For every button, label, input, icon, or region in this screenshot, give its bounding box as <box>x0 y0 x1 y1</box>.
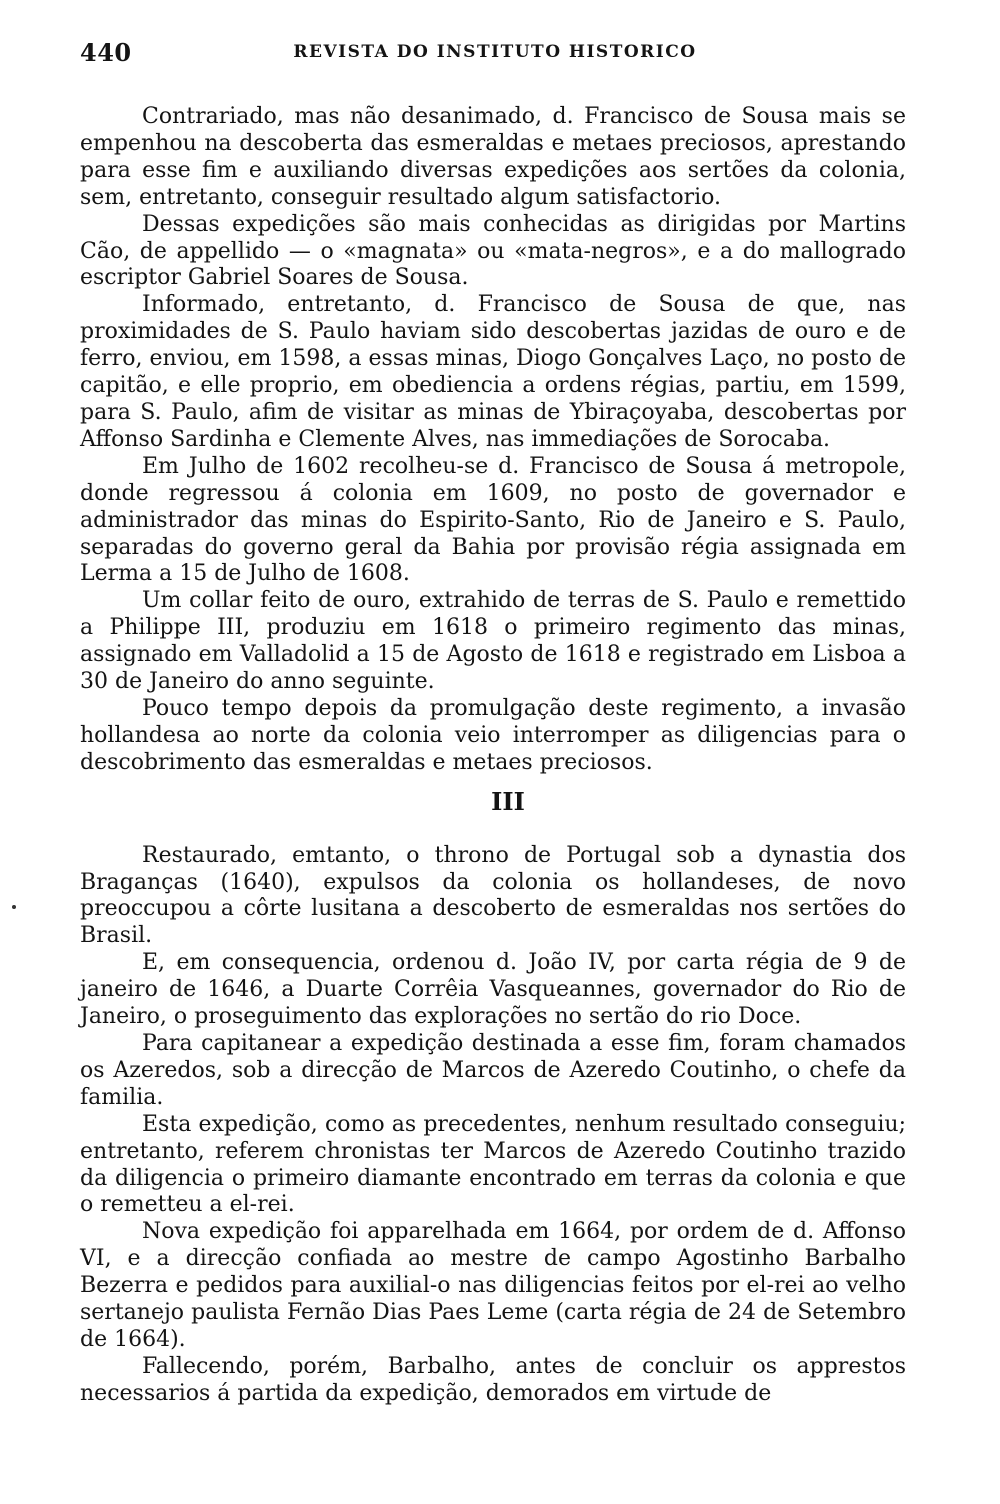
paragraph: Contrariado, mas não desanimado, d. Francisco de Sousa mais se empenhou na descoberta das esmeraldas e metaes preciosos, aprestando para esse fim e auxiliando diversas expedições aos sertões da colonia, sem, entretanto, conseguir resultado algum satisfactorio. <box>80 104 906 210</box>
page-number: 440 <box>80 38 132 67</box>
margin-speck <box>12 905 16 909</box>
paragraph: Um collar feito de ouro, extrahido de terras de S. Paulo e remettido a Philippe III, produziu em 1618 o primeiro regimento das minas, assignado em Valladolid a 15 de Agosto de 1618 e registrado em Lisboa a 30 de Janeiro do anno seguinte. <box>80 588 906 695</box>
paragraph: Para capitanear a expedição destinada a esse fim, foram chamados os Azeredos, sob a direcção de Marcos de Azeredo Coutinho, o chefe da familia. <box>80 1031 906 1110</box>
paragraph: Fallecendo, porém, Barbalho, antes de concluir os apprestos necessarios á partida da expedição, demorados em virtude de <box>80 1353 906 1406</box>
paragraph: Informado, entretanto, d. Francisco de Sousa de que, nas proximidades de S. Paulo haviam sido descobertas jazidas de ouro e de ferro, enviou, em 1598, a essas minas, Diogo Gonçalves Laço, no posto de capitão, e elle proprio, em obediencia a ordens régias, partiu, em 1599, para S. Paulo, afim de visitar as minas de Ybiraçoyaba, descobertas por Affonso Sardinha e Clemente Alves, nas immediações de Sorocaba. <box>80 292 906 452</box>
paragraph: Restaurado, emtanto, o throno de Portugal sob a dynastia dos Braganças (1640), expulsos da colonia os hollandeses, de novo preoccupou a côrte lusitana a descoberto de esmeraldas nos sertões do Brasil. <box>80 842 906 949</box>
paragraph: E, em consequencia, ordenou d. João IV, por carta régia de 9 de janeiro de 1646, a Duarte Corrêia Vasqueannes, governador do Rio de Janeiro, o proseguimento das explorações no sertão do rio Doce. <box>80 950 906 1030</box>
paragraph: Dessas expedições são mais conhecidas as dirigidas por Martins Cão, de appellido — o «magnata» ou «mata-negros», e a do mallogrado escriptor Gabriel Soares de Sousa. <box>80 211 906 291</box>
page-header <box>80 38 910 78</box>
paragraph: Nova expedição foi apparelhada em 1664, por ordem de d. Affonso VI, e a direcção confiada ao mestre de campo Agostinho Barbalho Bezerra e pedidos para auxilial-o nas diligencias feitos por el-rei ao velho sertanejo paulista Fernão Dias Paes Leme (carta régia de 24 de Setembro de 1664). <box>80 1219 906 1352</box>
section-heading: III <box>491 786 525 816</box>
body-text <box>80 104 906 1408</box>
paragraph: Pouco tempo depois da promulgação deste regimento, a invasão hollandesa ao norte da colonia veio interromper as diligencias para o descobrimento das esmeraldas e metaes preciosos. <box>80 695 906 775</box>
paragraph: Em Julho de 1602 recolheu-se d. Francisco de Sousa á metropole, donde regressou á colonia em 1609, no posto de governador e administrador das minas do Espirito-Santo, Rio de Janeiro e S. Paulo, separadas do governo geral da Bahia por provisão régia assignada em Lerma a 15 de Julho de 1608. <box>80 453 906 587</box>
paragraph: Esta expedição, como as precedentes, nenhum resultado conseguiu; entretanto, referem chronistas ter Marcos de Azeredo Coutinho trazido da diligencia o primeiro diamante encontrado em terras da colonia e que o remetteu a el-rei. <box>80 1111 906 1218</box>
running-title: REVISTA DO INSTITUTO HISTORICO <box>293 42 697 62</box>
